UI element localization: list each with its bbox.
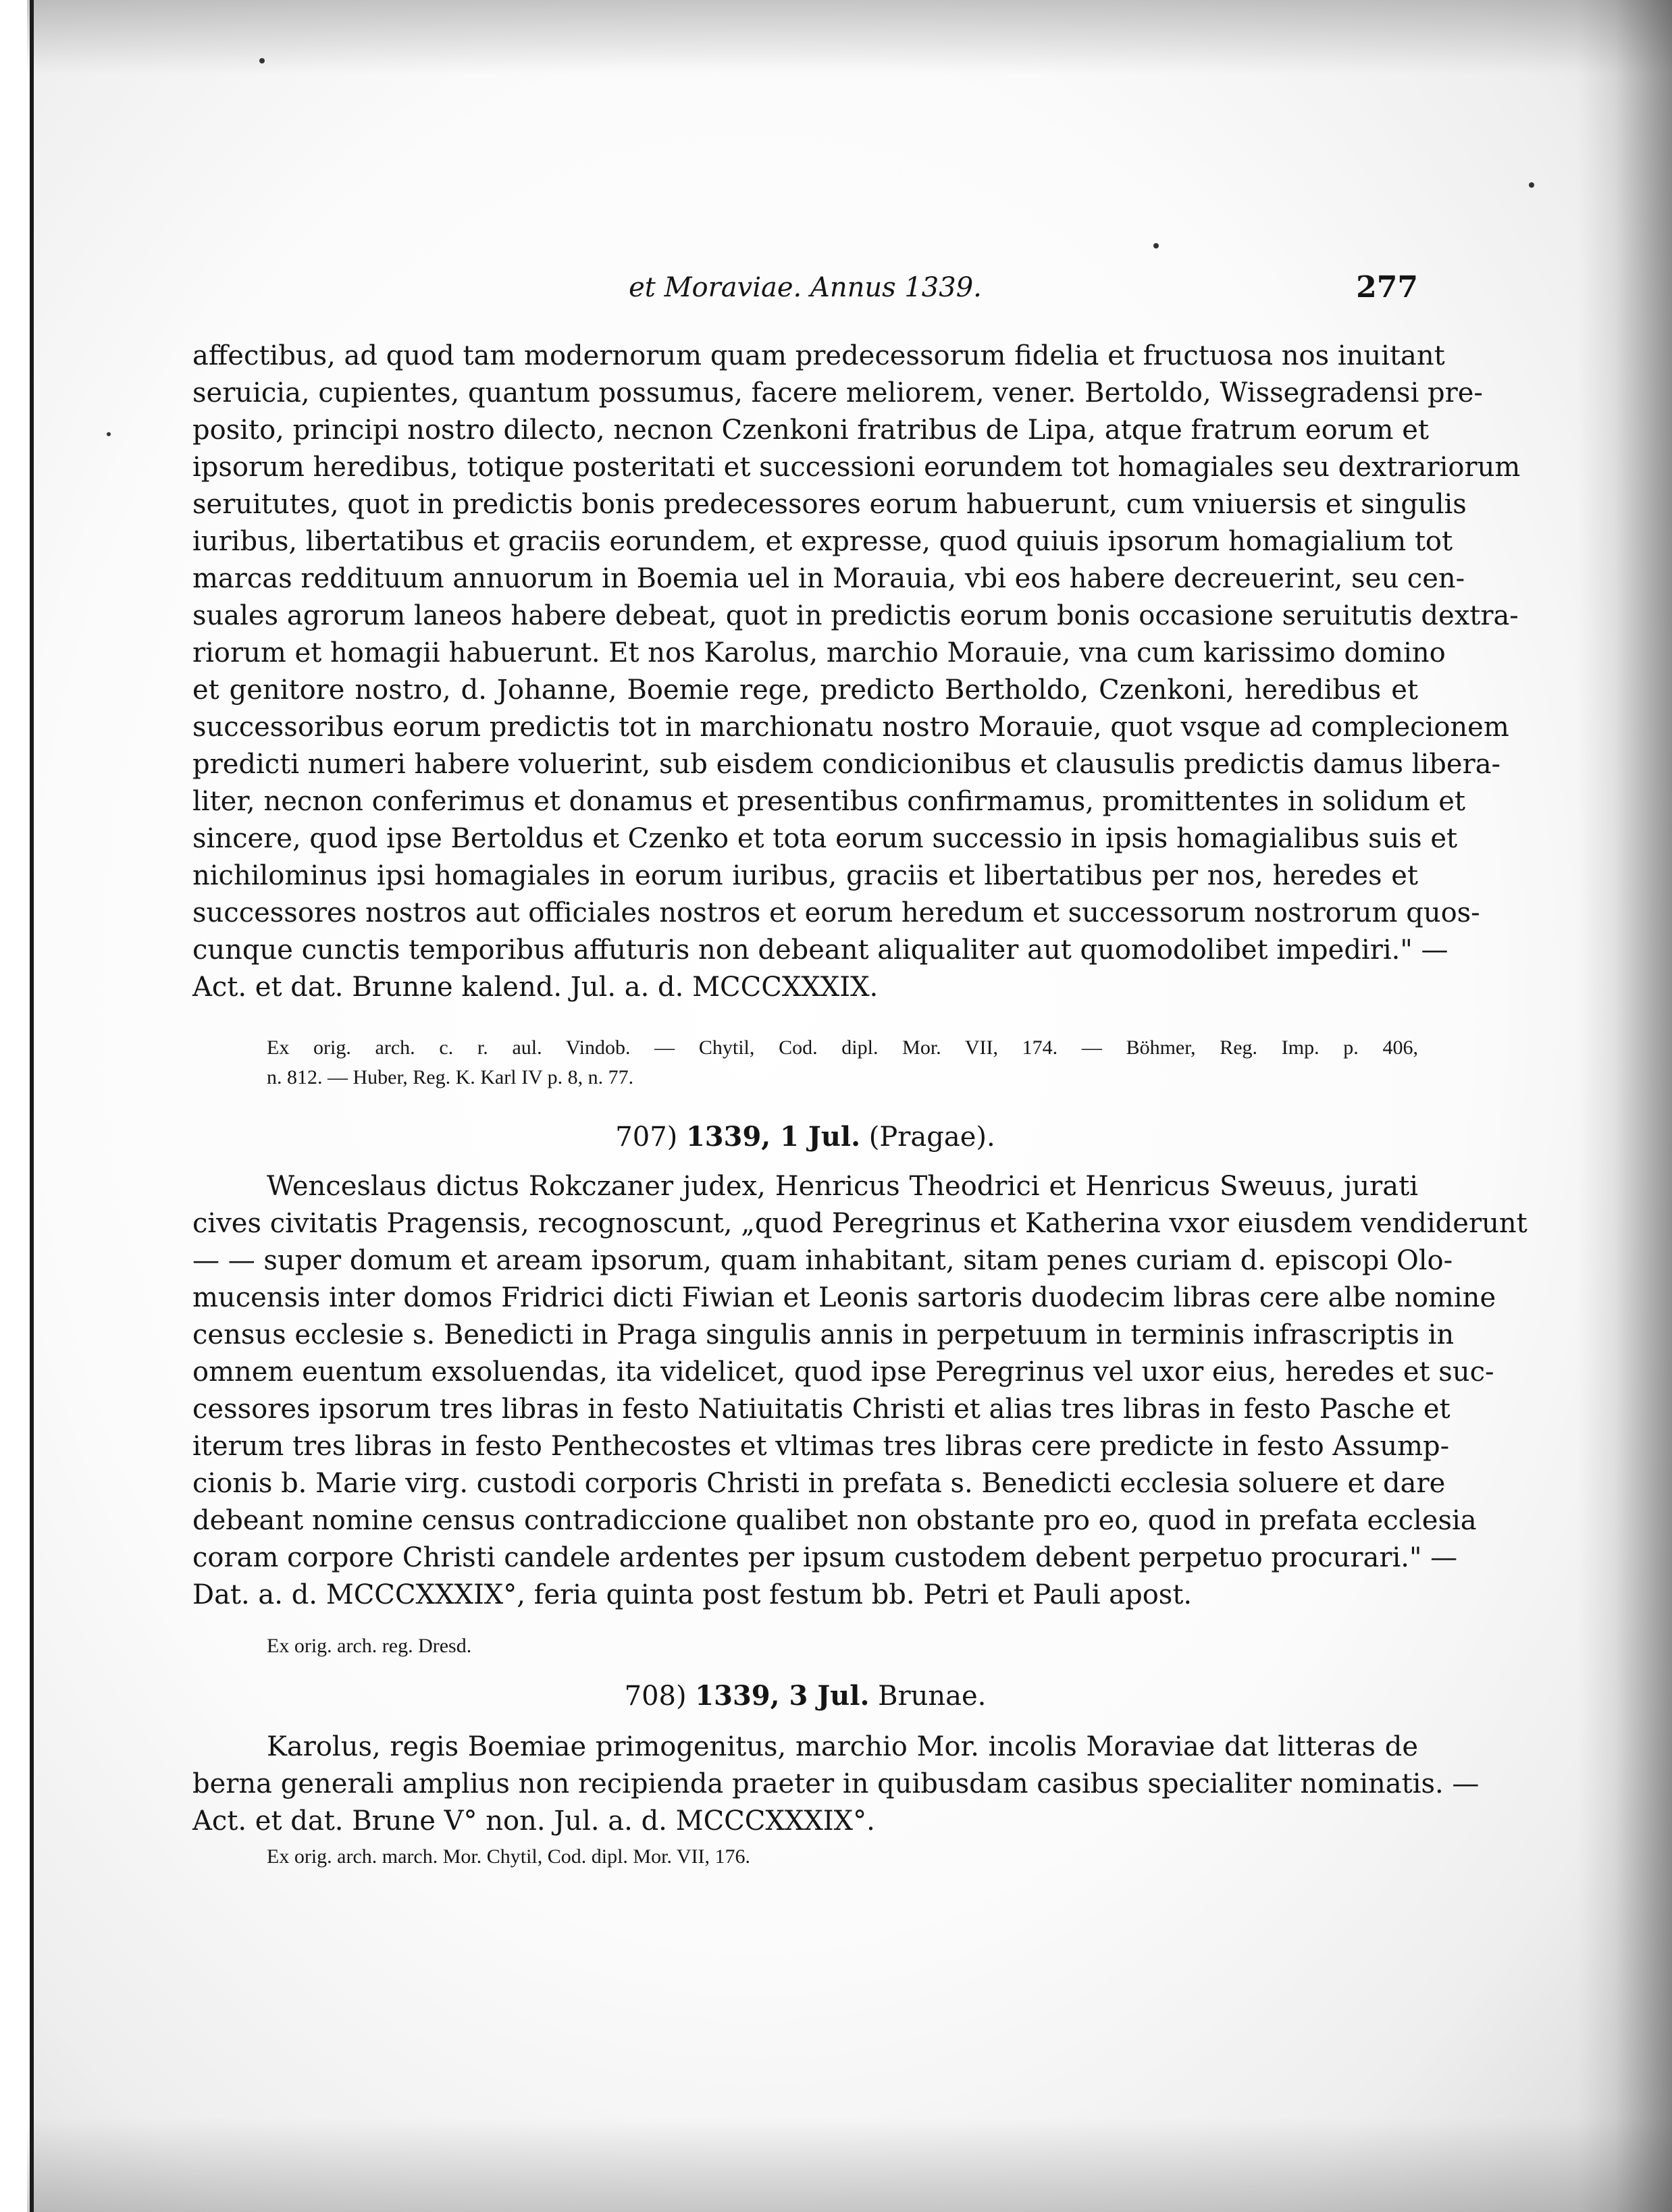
speck-mark bbox=[259, 58, 265, 63]
text-line: liter, necnon conferimus et donamus et presentibus confirmamus, promittentes in solidum et bbox=[192, 786, 1465, 817]
text-line: berna generali amplius non recipienda praeter in quibusdam casibus specialiter nominatis. — bbox=[192, 1768, 1480, 1799]
text-line: — — super domum et aream ipsorum, quam inhabitant, sitam penes curiam d. episcopi Olo- bbox=[192, 1245, 1453, 1276]
source-note bbox=[267, 1033, 1418, 1092]
bottom-scan-shadow bbox=[27, 2117, 1672, 2212]
note-line: Ex orig. arch. march. Mor. Chytil, Cod. dipl. Mor. VII, 176. bbox=[267, 1845, 751, 1868]
text-line: ipsorum heredibus, totique posteritati et successioni eorundem tot homagiales seu dextrariorum bbox=[192, 452, 1521, 483]
note-line: Ex orig. arch. c. r. aul. Vindob. — Chytil, Cod. dipl. Mor. VII, 174. — Böhmer, Reg. Imp. p. 406, bbox=[267, 1036, 1418, 1059]
speck-mark bbox=[1153, 243, 1159, 248]
source-note bbox=[267, 1631, 1418, 1661]
text-line: posito, principi nostro dilecto, necnon Czenkoni fratribus de Lipa, atque fratrum eorum et bbox=[192, 415, 1429, 446]
text-line: Act. et dat. Brunne kalend. Jul. a. d. MCCCXXXIX. bbox=[192, 972, 879, 1003]
right-scan-shadow bbox=[1577, 0, 1672, 2212]
continuation-paragraph bbox=[192, 338, 1521, 1006]
binding-edge bbox=[0, 0, 34, 2212]
text-line: coram corpore Christi candele ardentes per ipsum custodem debent perpetuo procurari." — bbox=[192, 1542, 1458, 1573]
text-line: Dat. a. d. MCCCXXXIX°, feria quinta post festum bb. Petri et Pauli apost. bbox=[192, 1579, 1193, 1610]
note-line: n. 812. — Huber, Reg. K. Karl IV p. 8, n. 77. bbox=[267, 1066, 634, 1088]
text-line: successores nostros aut officiales nostros et eorum heredum et successorum nostrorum quos- bbox=[192, 897, 1480, 928]
text-line: predicti numeri habere voluerint, sub eisdem condicionibus et clausulis predictis damus libera- bbox=[192, 749, 1501, 780]
top-scan-shadow bbox=[27, 0, 1672, 74]
text-line: sincere, quod ipse Bertoldus et Czenko et tota eorum successio in ipsis homagialibus suis et bbox=[192, 823, 1458, 854]
text-line: seruicia, cupientes, quantum possumus, facere meliorem, vener. Bertoldo, Wissegradensi pre- bbox=[192, 377, 1483, 409]
entry-date: 1339, 1 Jul. bbox=[685, 1121, 861, 1153]
text-line: riorum et homagii habuerunt. Et nos Karolus, marchio Morauie, vna cum karissimo domino bbox=[192, 637, 1446, 668]
text-line: affectibus, ad quod tam modernorum quam predecessorum fidelia et fructuosa nos inuitant bbox=[192, 340, 1445, 371]
text-line: census ecclesie s. Benedicti in Praga singulis annis in perpetuum in terminis infrascriptis in bbox=[192, 1319, 1455, 1350]
running-head bbox=[192, 269, 1418, 307]
entry-708-text bbox=[192, 1729, 1480, 1840]
entry-heading-708 bbox=[192, 1677, 1418, 1715]
text-line: cionis b. Marie virg. custodi corporis Christi in prefata s. Benedicti ecclesia soluere et dare bbox=[192, 1468, 1446, 1499]
source-note bbox=[267, 1842, 1418, 1872]
entry-place: (Pragae). bbox=[868, 1122, 995, 1153]
text-line: Wenceslaus dictus Rokczaner judex, Henricus Theodrici et Henricus Sweuus, jurati bbox=[267, 1171, 1418, 1202]
entry-place: Brunae. bbox=[878, 1681, 987, 1712]
text-line: debeant nomine census contradiccione qualibet non obstante pro eo, quod in prefata ecclesia bbox=[192, 1505, 1477, 1536]
text-line: cunque cunctis temporibus affuturis non debeant aliqualiter aut quomodolibet impediri." — bbox=[192, 934, 1448, 966]
entry-date: 1339, 3 Jul. bbox=[695, 1680, 870, 1712]
entry-number: 708) bbox=[624, 1681, 687, 1712]
page-number: 277 bbox=[1356, 270, 1418, 305]
text-line: iuribus, libertatibus et graciis eorundem, et expresse, quod quiuis ipsorum homagialium tot bbox=[192, 526, 1453, 557]
entry-heading-707 bbox=[192, 1118, 1418, 1156]
text-line: et genitore nostro, d. Johanne, Boemie rege, predicto Bertholdo, Czenkoni, heredibus et bbox=[192, 675, 1418, 706]
text-line: nichilominus ipsi homagiales in eorum iuribus, graciis et libertatibus per nos, heredes et bbox=[192, 860, 1418, 891]
text-line: mucensis inter domos Fridrici dicti Fiwian et Leonis sartoris duodecim libras cere albe nomine bbox=[192, 1282, 1496, 1313]
text-line: cessores ipsorum tres libras in festo Natiuitatis Christi et alias tres libras in festo Pasche et bbox=[192, 1394, 1451, 1425]
text-line: marcas reddituum annuorum in Boemia uel in Morauia, vbi eos habere decreuerint, seu cen- bbox=[192, 563, 1465, 594]
entry-707-text bbox=[192, 1168, 1527, 1614]
speck-mark bbox=[1529, 182, 1534, 188]
text-line: Act. et dat. Brune V° non. Jul. a. d. MCCCXXXIX°. bbox=[192, 1806, 875, 1837]
entry-number: 707) bbox=[615, 1122, 678, 1153]
speck-mark bbox=[107, 432, 111, 436]
running-head-title: et Moraviae. Annus 1339. bbox=[629, 272, 982, 303]
note-line: Ex orig. arch. reg. Dresd. bbox=[267, 1635, 472, 1657]
text-line: Karolus, regis Boemiae primogenitus, marchio Mor. incolis Moraviae dat litteras de bbox=[267, 1731, 1418, 1762]
text-line: suales agrorum laneos habere debeat, quot in predictis eorum bonis occasione seruitutis dextra- bbox=[192, 600, 1519, 631]
text-line: cives civitatis Pragensis, recognoscunt, „quod Peregrinus et Katherina vxor eiusdem vendiderunt bbox=[192, 1208, 1527, 1239]
text-line: omnem euentum exsoluendas, ita videlicet, quod ipse Peregrinus vel uxor eius, heredes et suc- bbox=[192, 1357, 1494, 1388]
text-line: iterum tres libras in festo Penthecostes et vltimas tres libras cere predicte in festo Assump- bbox=[192, 1431, 1450, 1462]
text-line: successoribus eorum predictis tot in marchionatu nostro Morauie, quot vsque ad complecionem bbox=[192, 712, 1509, 743]
text-line: seruitutes, quot in predictis bonis predecessores eorum habuerunt, cum vniuersis et singulis bbox=[192, 489, 1467, 520]
